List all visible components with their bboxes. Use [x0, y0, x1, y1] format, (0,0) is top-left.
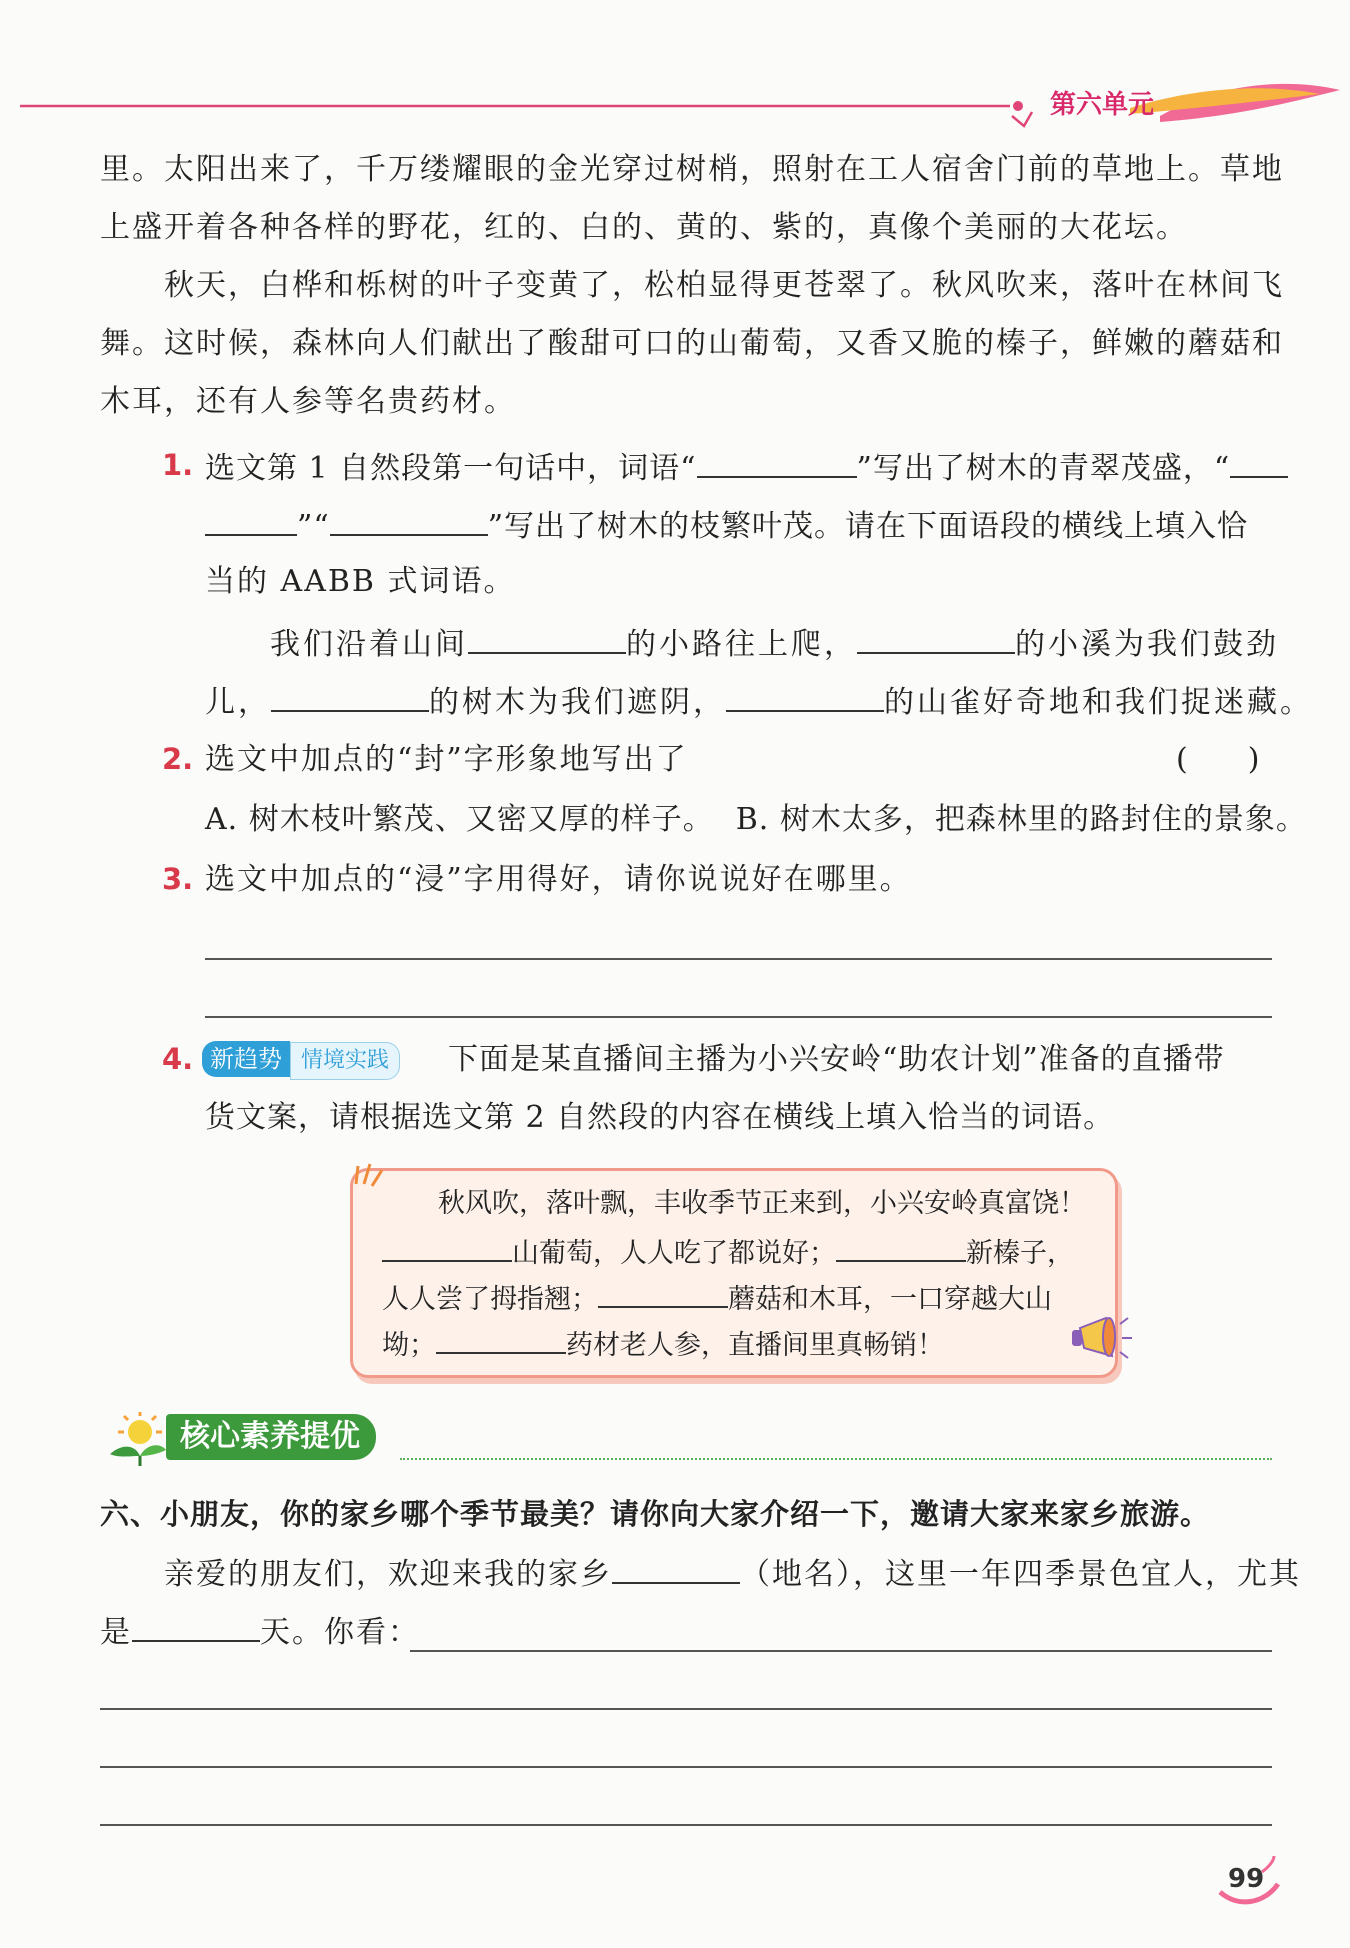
q1-text: 的树木为我们遮阴，: [429, 685, 726, 720]
q2-text: 选文中加点的“封”字形象地写出了: [205, 742, 688, 777]
question-number: 3.: [162, 862, 194, 896]
page-number: 99: [1228, 1864, 1265, 1894]
q1-text: ”“: [297, 509, 330, 544]
q1-text: 的小溪为我们鼓劲: [1015, 627, 1279, 662]
passage-line: 上盛开着各种各样的野花，红的、白的、黄的、紫的，真像个美丽的大花坛。: [100, 210, 1188, 245]
box-text: 蘑菇和木耳，一口穿越大山: [728, 1284, 1052, 1315]
q4-line2: 货文案，请根据选文第 2 自然段的内容在横线上填入恰当的词语。: [205, 1100, 1115, 1135]
passage-line: 木耳，还有人参等名贵药材。: [100, 384, 516, 419]
answer-blank[interactable]: [271, 680, 429, 712]
q6-text: 天。你看：: [260, 1615, 420, 1650]
box-line3: [382, 1276, 1052, 1320]
question-number: 1.: [162, 448, 194, 482]
answer-blank[interactable]: [436, 1322, 566, 1354]
q6-line2: [100, 1610, 1272, 1653]
passage-line: 里。太阳出来了，千万缕耀眼的金光穿过树梢，照射在工人宿舍门前的草地上。草地: [100, 152, 1284, 187]
q1-line1: [205, 446, 1272, 489]
answer-blank[interactable]: [382, 1230, 512, 1262]
answer-line[interactable]: [205, 1016, 1272, 1018]
option-b[interactable]: B. 树木太多，把森林里的路封住的景象。: [735, 802, 1307, 837]
answer-blank[interactable]: [468, 622, 626, 654]
sprout-icon: [100, 1412, 170, 1468]
q6-text: （地名），这里一年四季景色宜人，尤其: [740, 1557, 1301, 1592]
q1-line2: [205, 504, 1272, 547]
q6-text: 是: [100, 1615, 132, 1650]
answer-line[interactable]: [205, 958, 1272, 960]
answer-blank[interactable]: [330, 504, 488, 536]
answer-blank[interactable]: [836, 1230, 966, 1262]
question-number: 2.: [162, 742, 194, 776]
box-line2: [382, 1230, 1074, 1274]
q2-options: [205, 800, 1307, 840]
answer-blank[interactable]: [612, 1552, 740, 1584]
q1-line3: 当的 AABB 式词语。: [205, 564, 516, 599]
q1-text: 我们沿着山间: [270, 627, 468, 662]
q1-text: 选文第 1 自然段第一句话中，词语“: [205, 451, 697, 486]
sparkle-icon: [350, 1160, 390, 1190]
megaphone-icon: [1066, 1312, 1136, 1372]
unit-title: 第六单元: [1050, 90, 1155, 120]
question-number: 4.: [162, 1042, 194, 1076]
answer-blank[interactable]: [598, 1276, 728, 1308]
q1-text: 的小路往上爬，: [626, 627, 857, 662]
badge-main: 新趋势: [202, 1041, 290, 1077]
q1-text: 儿，: [205, 685, 271, 720]
box-text: 新榛子，: [966, 1238, 1074, 1269]
answer-blank[interactable]: [132, 1610, 260, 1642]
q3-text: 选文中加点的“浸”字用得好，请你说说好在哪里。: [205, 862, 912, 897]
section-title: 核心素养提优: [166, 1414, 376, 1460]
answer-line[interactable]: [410, 1650, 1272, 1652]
section-divider: [400, 1458, 1272, 1460]
answer-blank[interactable]: [857, 622, 1015, 654]
answer-blank[interactable]: [205, 504, 297, 536]
q1-text: 的山雀好奇地和我们捉迷藏。: [884, 685, 1313, 720]
q6-text: 亲爱的朋友们，欢迎来我的家乡: [164, 1557, 612, 1592]
box-text: 人人尝了拇指翘；: [382, 1284, 598, 1315]
passage-line: 秋天，白桦和栎树的叶子变黄了，松柏显得更苍翠了。秋风吹来，落叶在林间飞: [164, 268, 1284, 303]
badge-sub: 情境实践: [290, 1042, 400, 1080]
q1-text: ”写出了树木的枝繁叶茂。请在下面语段的横线上填入恰: [487, 509, 1249, 544]
q1-sentence2: [205, 680, 1313, 723]
box-text: 药材老人参，直播间里真畅销！: [566, 1330, 944, 1361]
q4-line1: 下面是某直播间主播为小兴安岭“助农计划”准备的直播带: [448, 1042, 1225, 1077]
option-a[interactable]: A. 树木枝叶繁茂、又密又厚的样子。: [205, 802, 714, 837]
box-text: 坳；: [382, 1330, 436, 1361]
passage-line: 舞。这时候，森林向人们献出了酸甜可口的山葡萄，又香又脆的榛子，鲜嫩的蘑菇和: [100, 326, 1284, 361]
answer-blank[interactable]: [726, 680, 884, 712]
trend-badge: [202, 1040, 400, 1078]
q1-text: ”写出了树木的青翠茂盛，“: [856, 451, 1231, 486]
answer-paren[interactable]: ( ): [1176, 742, 1260, 777]
box-line4: [382, 1322, 944, 1366]
q6-heading: 六、小朋友，你的家乡哪个季节最美？请你向大家介绍一下，邀请大家来家乡旅游。: [100, 1497, 1211, 1531]
answer-blank[interactable]: [1230, 446, 1288, 478]
q6-line1: [164, 1552, 1301, 1595]
answer-blank[interactable]: [697, 446, 857, 478]
box-text: 山葡萄，人人吃了都说好；: [512, 1238, 836, 1269]
answer-line[interactable]: [100, 1708, 1272, 1710]
q1-sentence1: [270, 622, 1279, 665]
answer-line[interactable]: [100, 1824, 1272, 1826]
box-line1: 秋风吹，落叶飘，丰收季节正来到，小兴安岭真富饶！: [438, 1188, 1086, 1219]
answer-line[interactable]: [100, 1766, 1272, 1768]
